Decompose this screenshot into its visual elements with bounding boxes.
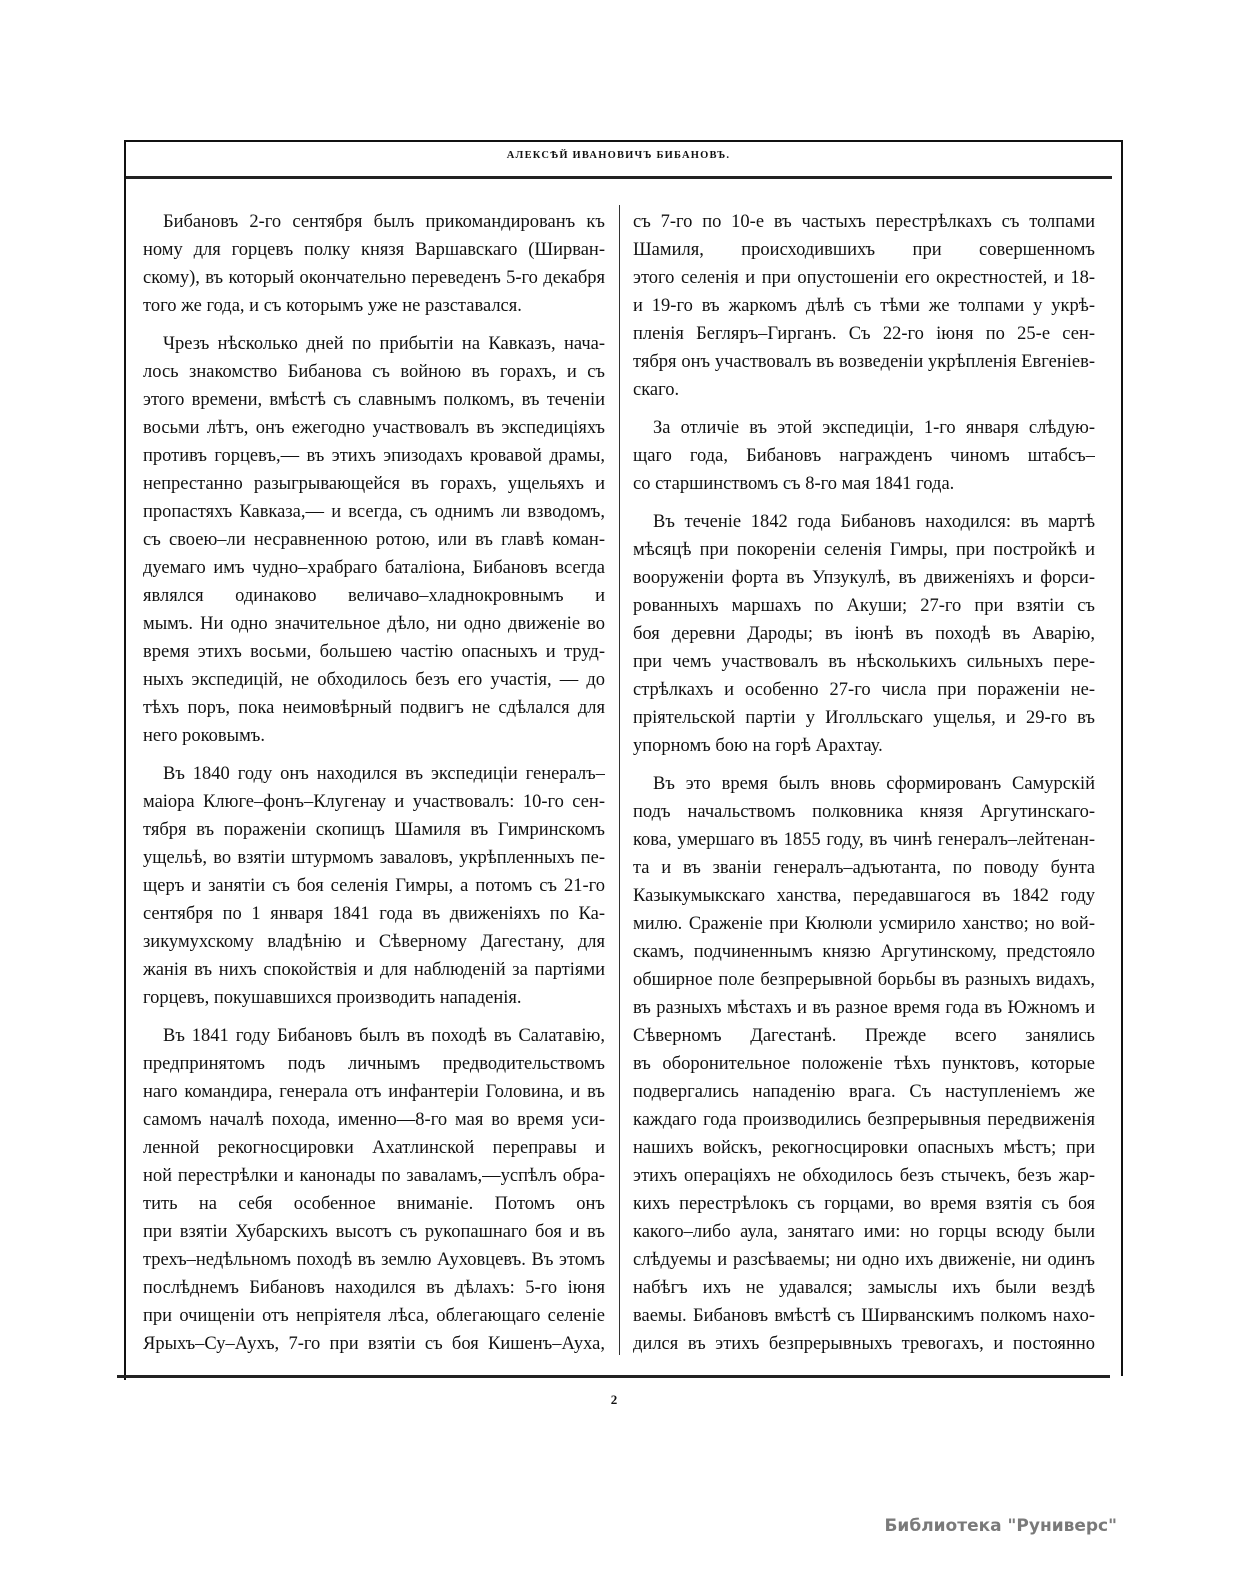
frame-left-rule: [124, 140, 126, 1380]
text-line: ваемы. Бибановъ вмѣстѣ съ Ширванскимъ полкомъ нахо-: [633, 1306, 1095, 1326]
text-line: За отличіе въ этой экспедиціи, 1-го января слѣдую-: [653, 418, 1095, 438]
text-line: Казыкумыкскаго ханства, передавшагося въ 1842 году: [633, 886, 1095, 906]
paragraph: [633, 414, 1095, 498]
text-line: рованныхъ маршахъ по Акуши; 27-го при взятіи съ: [633, 596, 1095, 616]
text-line: скамъ, подчиненнымъ князю Аргутинскому, предстояло: [633, 942, 1095, 962]
text-line: него роковымъ.: [143, 726, 265, 746]
column-divider: [619, 205, 620, 1355]
text-line: жанія въ нихъ спокойствія и для наблюденій за партіями: [143, 960, 605, 980]
text-line: при очищеніи отъ непріятеля лѣса, облегающаго селеніе: [143, 1306, 605, 1326]
text-line: зикумухскому владѣнію и Сѣверному Дагестану, для: [143, 932, 605, 952]
text-line: тить на себя особенное вниманіе. Потомъ онъ: [143, 1194, 605, 1214]
text-line: этого селенія и при опустошеніи его окрестностей, и 18-: [633, 268, 1095, 288]
text-line: боя деревни Дароды; въ іюнѣ въ походѣ въ Аварію,: [633, 624, 1095, 644]
text-line: пленія Бегляръ–Гирганъ. Съ 22-го іюня по 25-е сен-: [633, 324, 1095, 344]
text-line: время этихъ восьми, большею частію опасныхъ и труд-: [143, 642, 605, 662]
text-line: ныхъ экспедицій, не обходилось безъ его участія, — до: [143, 670, 605, 690]
text-line: дился въ этихъ безпрерывныхъ тревогахъ, и постоянно: [633, 1334, 1095, 1354]
text-line: пріятельской партіи у Иголльскаго ущелья, и 29-го въ: [633, 708, 1095, 728]
text-line: Въ это время былъ вновь сформированъ Самурскій: [653, 774, 1095, 794]
text-line: Ярыхъ–Су–Аухъ, 7-го при взятіи съ боя Кишенъ–Ауха,: [143, 1334, 605, 1354]
library-watermark: Библиотека "Руниверс": [884, 1516, 1117, 1536]
text-line: нашихъ войскъ, рекогносцировки опасныхъ мѣстъ; при: [633, 1138, 1095, 1158]
text-line: кихъ перестрѣлокъ съ горцами, во время взятія съ боя: [633, 1194, 1095, 1214]
text-line: дуемаго имъ чудно–храбраго баталіона, Бибановъ всегда: [143, 558, 605, 578]
text-line: тября онъ участвовалъ въ возведеніи укрѣпленія Евгеніев-: [633, 352, 1095, 372]
text-line: горцевъ, покушавшихся производить нападенія.: [143, 988, 522, 1008]
text-line: восьми лѣтъ, онъ ежегодно участвовалъ въ экспедиціяхъ: [143, 418, 605, 438]
text-line: стрѣлкахъ и особенно 27-го числа при пораженіи не-: [633, 680, 1095, 700]
text-line: Бибановъ 2-го сентября былъ прикомандированъ къ: [163, 212, 605, 232]
text-line: ной перестрѣлки и канонады по заваламъ,—успѣлъ обра-: [143, 1166, 605, 1186]
text-line: вооруженіи форта въ Упзукулѣ, въ движеніяхъ и форси-: [633, 568, 1095, 588]
text-line: подъ начальствомъ полковника князя Аргутинскаго-: [633, 802, 1095, 822]
text-column-left: [143, 208, 605, 1368]
text-line: набѣгъ ихъ не удавался; замыслы ихъ были вездѣ: [633, 1278, 1095, 1298]
text-line: щаго года, Бибановъ награжденъ чиномъ штабсъ–: [633, 446, 1095, 466]
text-line: трехъ–недѣльномъ походѣ въ землю Ауховцевъ. Въ этомъ: [143, 1250, 605, 1270]
text-line: ущельѣ, во взятіи штурмомъ заваловъ, укрѣпленныхъ пе-: [143, 848, 605, 868]
text-line: слѣдуемы и разсѣваемы; ни одно ихъ движеніе, ни одинъ: [633, 1250, 1095, 1270]
text-line: въ оборонительное положеніе тѣхъ пунктовъ, которые: [633, 1054, 1095, 1074]
paragraph: [633, 508, 1095, 760]
text-line: маіора Клюге–фонъ–Клугенау и участвовалъ: 10-го сен-: [143, 792, 605, 812]
text-line: милю. Сраженіе при Кюлюли усмирило ханство; но вой-: [633, 914, 1095, 934]
text-line: этого времени, вмѣстѣ съ славнымъ полкомъ, въ теченіи: [143, 390, 605, 410]
text-line: обширное поле безпрерывной борьбы въ разныхъ видахъ,: [633, 970, 1095, 990]
text-line: мѣсяцѣ при покореніи селенія Гимры, при постройкѣ и: [633, 540, 1095, 560]
text-line: Въ теченіе 1842 года Бибановъ находился: въ мартѣ: [653, 512, 1095, 532]
text-line: съ своею–ли несравненною ротою, или въ главѣ коман-: [143, 530, 605, 550]
text-line: тѣхъ поръ, пока неимовѣрный подвигъ не сдѣлался для: [143, 698, 605, 718]
text-column-right: [633, 208, 1095, 1368]
text-line: Въ 1841 году Бибановъ былъ въ походѣ въ Салатавію,: [163, 1026, 605, 1046]
text-line: этихъ операціяхъ не обходилось безъ стычекъ, безъ жар-: [633, 1166, 1095, 1186]
text-line: того же года, и съ которымъ уже не разставался.: [143, 296, 522, 316]
text-line: тября въ пораженіи скопищъ Шамиля въ Гимринскомъ: [143, 820, 605, 840]
text-line: при взятіи Хубарскихъ высотъ съ рукопашнаго боя и въ: [143, 1222, 605, 1242]
text-line: Шамиля, происходившихъ при совершенномъ: [633, 240, 1095, 260]
text-line: Въ 1840 году онъ находился въ экспедиціи генералъ–: [163, 764, 605, 784]
paragraph: [143, 1022, 605, 1358]
text-line: съ 7-го по 10-е въ частыхъ перестрѣлкахъ съ толпами: [633, 212, 1095, 232]
frame-bottom-rule: [117, 1375, 1110, 1378]
page-number: 2: [610, 1392, 618, 1407]
paragraph: [633, 208, 1095, 404]
text-line: какого–либо аула, занятаго ими: но горцы всюду были: [633, 1222, 1095, 1242]
text-line: наго командира, генерала отъ инфантеріи Головина, и въ: [143, 1082, 605, 1102]
text-line: противъ горцевъ,— въ этихъ эпизодахъ кровавой драмы,: [143, 446, 605, 466]
text-line: скаго.: [633, 380, 680, 400]
text-line: при чемъ участвовалъ въ нѣсколькихъ сильныхъ пере-: [633, 652, 1095, 672]
text-line: каждаго года производились безпрерывныя передвиженія: [633, 1110, 1095, 1130]
frame-top-rule: [125, 140, 1122, 142]
text-line: ленной рекогносцировки Ахатлинской переправы и: [143, 1138, 605, 1158]
text-line: мымъ. Ни одно значительное дѣло, ни одно движеніе во: [143, 614, 605, 634]
running-head: АЛЕКСѢЙ ИВАНОВИЧЪ БИБАНОВЪ.: [506, 150, 731, 161]
header-rule: [125, 176, 1112, 179]
text-line: Сѣверномъ Дагестанѣ. Прежде всего занялись: [633, 1026, 1095, 1046]
text-line: непрестанно разыгрывающейся въ горахъ, ущельяхъ и: [143, 474, 605, 494]
text-line: самомъ началѣ похода, именно—8-го мая во время уси-: [143, 1110, 605, 1130]
text-line: и 19-го въ жаркомъ дѣлѣ съ тѣми же толпами у укрѣ-: [633, 296, 1095, 316]
paragraph: [143, 208, 605, 320]
text-line: щеръ и занятіи съ боя селенія Гимры, а потомъ съ 21-го: [143, 876, 605, 896]
text-line: предпринятомъ подъ личнымъ предводительствомъ: [143, 1054, 605, 1074]
text-line: скому), въ который окончательно переведенъ 5-го декабря: [143, 268, 605, 288]
text-line: кова, умершаго въ 1855 году, въ чинѣ генералъ–лейтенан-: [633, 830, 1095, 850]
text-line: со старшинствомъ съ 8-го мая 1841 года.: [633, 474, 955, 494]
text-line: сентября по 1 января 1841 года въ движеніяхъ по Ка-: [143, 904, 605, 924]
text-line: подвергались нападенію врага. Съ наступленіемъ же: [633, 1082, 1095, 1102]
text-line: являлся одинаково величаво–хладнокровнымъ и: [143, 586, 605, 606]
text-line: лось знакомство Бибанова съ войною въ горахъ, и съ: [143, 362, 605, 382]
text-line: послѣднемъ Бибановъ находился въ дѣлахъ: 5-го іюня: [143, 1278, 605, 1298]
paragraph: [633, 770, 1095, 1358]
text-line: въ разныхъ мѣстахъ и въ разное время года въ Южномъ и: [633, 998, 1095, 1018]
text-line: упорномъ бою на горѣ Арахтау.: [633, 736, 883, 756]
text-line: пропастяхъ Кавказа,— и всегда, съ однимъ ли взводомъ,: [143, 502, 605, 522]
paragraph: [143, 760, 605, 1012]
text-line: ному для горцевъ полку князя Варшавскаго (Ширван-: [143, 240, 605, 260]
paragraph: [143, 330, 605, 750]
text-line: Чрезъ нѣсколько дней по прибытіи на Кавказъ, нача-: [163, 334, 605, 354]
frame-right-rule: [1121, 140, 1123, 1376]
text-line: та и въ званіи генералъ–адъютанта, по поводу бунта: [633, 858, 1095, 878]
